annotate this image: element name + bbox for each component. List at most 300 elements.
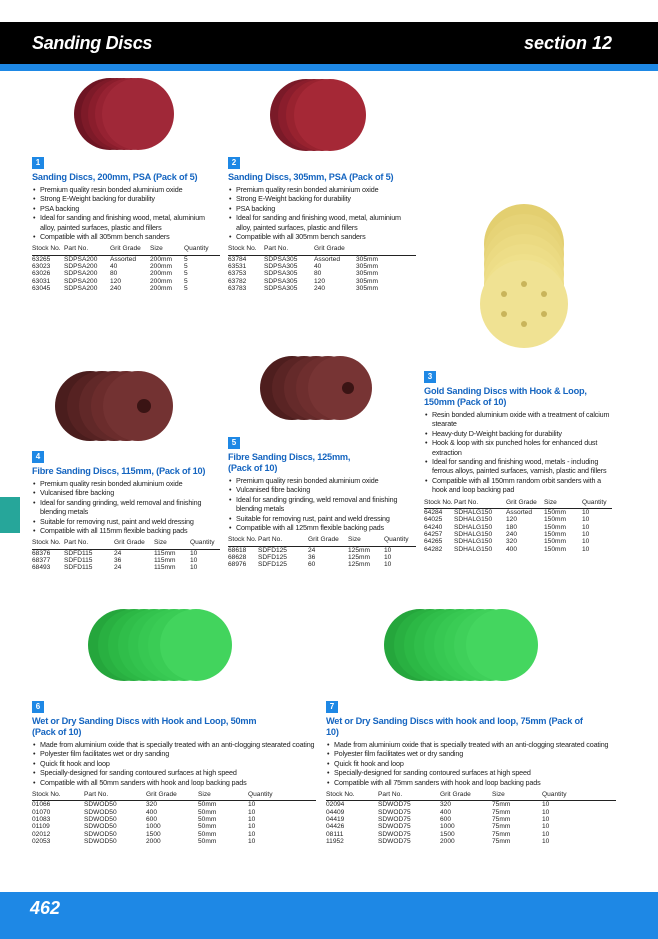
feature-list [228,185,418,241]
cell: 120 [314,277,326,285]
product-title: Wet or Dry Sanding Discs with Hook and Loop, 50mm (Pack of 10) [32,716,257,737]
table-row [424,546,612,553]
page-title: Sanding Discs [32,33,153,53]
col-size: Size [544,499,582,509]
cell: 64257 [424,531,443,539]
feature-item: • Ideal for sanding and finishing wood, metals - including ferrous alloys, painted surfaces, varnish, plastic and fillers [424,457,614,476]
spec-table [228,245,416,292]
cell: 2000 [440,838,455,846]
product-number-badge: 2 [228,157,240,169]
table-row [32,809,316,816]
col-grit-grade: Grit Grade [308,536,348,546]
feature-item: • Strong E-Weight backing for durability [32,194,222,203]
cell: SDWOD75 [378,808,411,816]
cell: 63026 [32,270,51,278]
feature-item: • Compatible with all 115mm flexible backing pads [32,526,224,535]
spec-table [32,245,220,292]
cell: 10 [190,564,198,572]
table-row [228,263,416,270]
cell: 115mm [154,557,176,565]
table-row [424,508,612,516]
cell: 115mm [154,549,176,557]
table-row [32,823,316,830]
cell: 64025 [424,516,443,524]
col-grit-grade: Grit Grade [110,245,150,255]
table-row [326,831,616,838]
feature-item: • Compatible with all 150mm random orbit sanders with a hook and loop backing pad [424,476,614,495]
cell: 240 [314,285,326,293]
table-header-row [228,536,416,546]
cell: 305mm [356,255,378,263]
cell: SDPSA200 [64,270,98,278]
col-size: Size [348,536,384,546]
cell: 305mm [356,270,378,278]
product-1 [32,152,222,293]
cell: 50mm [198,823,217,831]
cell: 63531 [228,263,247,271]
cell: 200mm [150,255,172,263]
cell: 01109 [32,823,50,831]
section-label: section 12 [523,33,612,53]
cell: 50mm [198,816,217,824]
col-stock-no: Stock No. [326,791,378,801]
cell: 50mm [198,838,217,846]
table-row [32,278,220,285]
feature-list [424,410,614,495]
cell: 10 [542,816,550,824]
col-stock-no: Stock No. [424,499,454,509]
cell: 01083 [32,816,51,824]
table-row [32,564,220,571]
table-row [32,831,316,838]
cell: 150mm [544,531,566,539]
cell: 10 [248,823,256,831]
table-header-row [32,539,220,549]
feature-item: • Ideal for sanding and finishing wood, metal, aluminium alloy, painted surfaces, plastic and fillers [32,213,222,232]
feature-item: • Specially-designed for sanding contoured surfaces at high speed [32,768,324,777]
col-size [356,245,390,255]
disc-stack-maroon-305 [270,79,366,151]
cell [390,270,416,277]
cell: 320 [506,538,518,546]
col-grit-grade: Grit Grade [114,539,154,549]
cell: 02094 [326,801,345,809]
feature-item: • Made from aluminium oxide that is specially treated with an anti-clogging stearated coating [326,740,626,749]
cell: 50mm [198,830,217,838]
table-header-row [424,499,612,509]
col-stock-no: Stock No. [228,245,264,255]
table-row [326,823,616,830]
table-row [326,816,616,823]
feature-item: • Premium quality resin bonded aluminium oxide [32,185,222,194]
cell: 5 [184,285,188,293]
disc-stack-maroon-200 [74,78,174,150]
cell: 10 [542,838,550,846]
feature-item: • Suitable for removing rust, paint and weld dressing [32,517,224,526]
table-row [228,278,416,285]
feature-item: • Polyester film facilitates wet or dry sanding [32,749,324,758]
cell: 63753 [228,270,247,278]
cell: SDPSA305 [264,270,298,278]
disc-stack-green-50 [88,609,232,681]
table-header-row [326,791,616,801]
cell: Assorted [314,255,341,263]
cell: 400 [440,808,452,816]
table-header-row [32,245,220,255]
feature-item: • Ideal for sanding grinding, weld removal and finishing blending metals [228,495,420,514]
cell: 63023 [32,263,51,271]
cell: 10 [384,546,392,554]
product-number-badge: 3 [424,371,436,383]
cell: 2000 [146,838,161,846]
feature-item: • Premium quality resin bonded aluminium oxide [32,479,224,488]
cell: SDPSA305 [264,277,298,285]
product-7 [326,696,626,846]
table-row [32,816,316,823]
feature-list [32,740,324,787]
cell: 10 [582,531,590,539]
feature-item: • PSA backing [228,204,418,213]
cell: 64284 [424,508,443,516]
feature-list [32,185,222,241]
cell: SDWOD50 [84,808,117,816]
cell: 40 [110,263,118,271]
product-number-badge: 7 [326,701,338,713]
cell: 63783 [228,285,247,293]
cell: 75mm [492,816,511,824]
table-row [32,270,220,277]
table-row [228,546,416,554]
section-side-tab [0,497,20,533]
cell: 400 [146,808,158,816]
cell: 75mm [492,823,511,831]
cell: 305mm [356,277,378,285]
cell: 305mm [356,285,378,293]
feature-item: • Compatible with all 305mm bench sanders [228,232,418,241]
cell: 10 [190,557,198,565]
feature-item: • Hook & loop with six punched holes for enhanced dust extraction [424,438,614,457]
cell: 115mm [154,564,176,572]
cell: 01066 [32,801,51,809]
feature-item: • Strong E-Weight backing for durability [228,194,418,203]
table-row [32,285,220,292]
col-quantity: Quantity [248,791,316,801]
feature-item: • Compatible with all 75mm sanders with hook and loop backing pads [326,778,626,787]
cell: 63784 [228,255,247,263]
table-row [326,809,616,816]
product-image-5 [252,354,392,428]
product-image-3 [462,188,582,363]
col-part-no: Part No. [84,791,146,801]
cell: 63782 [228,277,247,285]
cell: 64265 [424,538,443,546]
cell: 10 [248,816,256,824]
cell: 10 [384,554,392,562]
cell: SDPSA305 [264,255,298,263]
cell: SDFD125 [258,546,287,554]
product-4 [32,446,224,572]
col-stock-no: Stock No. [32,245,64,255]
cell: SDWOD50 [84,801,117,809]
cell: 1000 [440,823,455,831]
table-row [424,531,612,538]
cell: 10 [582,538,590,546]
feature-item: • Quick fit hook and loop [32,759,324,768]
cell: 63031 [32,277,51,285]
cell: 10 [582,545,590,553]
cell: 5 [184,255,188,263]
cell: 120 [506,516,518,524]
cell: SDHALG150 [454,523,493,531]
cell: 68377 [32,557,51,565]
cell: SDWOD50 [84,823,117,831]
cell: 320 [440,801,452,809]
cell: 75mm [492,808,511,816]
cell: 10 [248,801,256,809]
cell: 68493 [32,564,51,572]
table-header-row [32,791,316,801]
feature-list [326,740,626,787]
disc-stack-green-75 [384,609,538,681]
col-quantity: Quantity [384,536,416,546]
cell: 320 [146,801,158,809]
disc-stack-fibre-125 [260,356,372,420]
product-image-7 [380,604,560,686]
cell: 01070 [32,808,51,816]
cell: SDWOD75 [378,801,411,809]
cell: 125mm [348,561,370,569]
cell: SDWOD75 [378,816,411,824]
col-part-no: Part No. [264,245,314,255]
product-image-4 [52,368,182,448]
product-5 [228,432,420,569]
col-stock-no: Stock No. [32,791,84,801]
cell: SDWOD75 [378,823,411,831]
cell: SDPSA305 [264,285,298,293]
cell: 10 [190,549,198,557]
cell: 240 [110,285,122,293]
cell: 600 [146,816,158,824]
table-row [228,561,416,568]
feature-item: • Vulcanised fibre backing [228,485,420,494]
spec-table [228,536,416,568]
product-2 [228,152,418,293]
cell: 5 [184,277,188,285]
cell: 11952 [326,838,344,846]
feature-item: • Suitable for removing rust, paint and weld dressing [228,514,420,523]
product-title: Gold Sanding Discs with Hook & Loop, 150mm (Pack of 10) [424,386,587,407]
cell [390,255,416,263]
feature-list [32,479,224,535]
cell: SDPSA200 [64,285,98,293]
cell: 120 [110,277,122,285]
product-image-6 [86,604,246,686]
table-row [228,554,416,561]
feature-item: • Ideal for sanding grinding, weld removal and finishing blending metals [32,498,224,517]
cell: 10 [542,808,550,816]
col-part-no: Part No. [454,499,506,509]
col-quantity [390,245,416,255]
cell: SDFD115 [64,564,93,572]
product-image-1 [62,76,192,156]
spec-table [326,791,616,846]
cell: 10 [542,830,550,838]
cell: 64240 [424,523,443,531]
cell [390,285,416,292]
cell: 1000 [146,823,161,831]
cell: 305mm [356,263,378,271]
cell: 10 [248,830,256,838]
cell: SDWOD50 [84,816,117,824]
cell: 400 [506,545,518,553]
cell: 36 [308,554,316,562]
table-row [32,549,220,557]
table-row [32,557,220,564]
col-size: Size [198,791,248,801]
cell: SDHALG150 [454,538,493,546]
feature-item: • Heavy-duty D-Weight backing for durability [424,429,614,438]
spec-table [32,539,220,571]
col-part-no: Part No. [258,536,308,546]
cell: SDHALG150 [454,545,493,553]
feature-item: • Compatible with all 50mm sanders with hook and loop backing pads [32,778,324,787]
cell: 240 [506,531,518,539]
cell: 10 [582,523,590,531]
cell: 10 [542,801,550,809]
spec-table [32,791,316,846]
cell: 68976 [228,561,247,569]
cell: SDPSA200 [64,263,98,271]
product-title: Sanding Discs, 305mm, PSA (Pack of 5) [228,172,394,182]
cell [390,263,416,270]
cell: 02012 [32,830,51,838]
feature-item: • Ideal for sanding and finishing wood, metal, aluminium alloy, painted surfaces, plastic and fillers [228,213,418,232]
page-number: 462 [30,898,61,918]
cell: 1500 [440,830,455,838]
col-grit-grade: Grit Grade [440,791,492,801]
table-row [32,263,220,270]
cell: 150mm [544,538,566,546]
cell: SDWOD50 [84,838,117,846]
table-row [228,270,416,277]
cell: 75mm [492,838,511,846]
col-grit-grade: Grit Grade [314,245,356,255]
cell: 24 [114,564,122,572]
cell: 600 [440,816,452,824]
cell: 60 [308,561,316,569]
product-3 [424,366,614,553]
col-part-no: Part No. [64,245,110,255]
table-row [326,838,616,845]
table-row [228,285,416,292]
cell: 150mm [544,516,566,524]
cell: 125mm [348,554,370,562]
col-quantity: Quantity [542,791,616,801]
cell: 64282 [424,545,443,553]
table-row [424,516,612,523]
cell: 63265 [32,255,51,263]
cell: 1500 [146,830,161,838]
cell: SDWOD75 [378,830,411,838]
cell: 75mm [492,801,511,809]
table-row [326,801,616,809]
cell: 10 [248,808,256,816]
product-image-2 [268,76,398,156]
product-title: Fibre Sanding Discs, 125mm, (Pack of 10) [228,452,351,473]
cell: 10 [542,823,550,831]
cell: 5 [184,263,188,271]
cell: 40 [314,263,322,271]
cell: 50mm [198,808,217,816]
table-row [32,838,316,845]
cell: 5 [184,270,188,278]
cell: Assorted [110,255,137,263]
cell: 150mm [544,523,566,531]
col-grit-grade: Grit Grade [506,499,544,509]
table-row [32,255,220,263]
product-number-badge: 1 [32,157,44,169]
cell: SDPSA200 [64,277,98,285]
cell: 10 [582,516,590,524]
cell: Assorted [506,508,533,516]
cell: SDWOD50 [84,830,117,838]
cell: SDHALG150 [454,531,493,539]
col-quantity: Quantity [184,245,220,255]
cell: 36 [114,557,122,565]
col-quantity: Quantity [582,499,612,509]
product-title: Wet or Dry Sanding Discs with hook and loop, 75mm (Pack of 10) [326,716,583,737]
cell: 50mm [198,801,217,809]
cell: 200mm [150,263,172,271]
feature-item: • Made from aluminium oxide that is specially treated with an anti-clogging stearated coating [32,740,324,749]
cell: 10 [248,838,256,846]
cell: SDFD125 [258,561,287,569]
col-part-no: Part No. [378,791,440,801]
header-accent-stripe [0,64,658,71]
feature-item: • Specially-designed for sanding contoured surfaces at high speed [326,768,626,777]
feature-item: • Compatible with all 305mm bench sanders [32,232,222,241]
cell: SDFD115 [64,557,93,565]
col-quantity: Quantity [190,539,220,549]
cell: SDWOD75 [378,838,411,846]
table-header-row [228,245,416,255]
product-number-badge: 4 [32,451,44,463]
col-stock-no: Stock No. [32,539,64,549]
cell: 180 [506,523,518,531]
col-grit-grade: Grit Grade [146,791,198,801]
cell: 75mm [492,830,511,838]
cell: SDPSA200 [64,255,98,263]
cell: 63045 [32,285,51,293]
cell: 125mm [348,546,370,554]
cell: 04419 [326,816,345,824]
feature-list [228,476,420,532]
cell: 80 [314,270,322,278]
cell: 200mm [150,277,172,285]
cell: 24 [308,546,316,554]
disc-stack-gold-hook-loop [480,204,568,348]
feature-item: • Compatible with all 125mm flexible backing pads [228,523,420,532]
cell: 200mm [150,270,172,278]
cell: 68628 [228,554,247,562]
cell: 08111 [326,830,344,838]
feature-item: • Polyester film facilitates wet or dry sanding [326,749,626,758]
cell: 02053 [32,838,51,846]
cell: 10 [582,508,590,516]
table-row [228,255,416,263]
feature-item: • PSA backing [32,204,222,213]
cell: 200mm [150,285,172,293]
